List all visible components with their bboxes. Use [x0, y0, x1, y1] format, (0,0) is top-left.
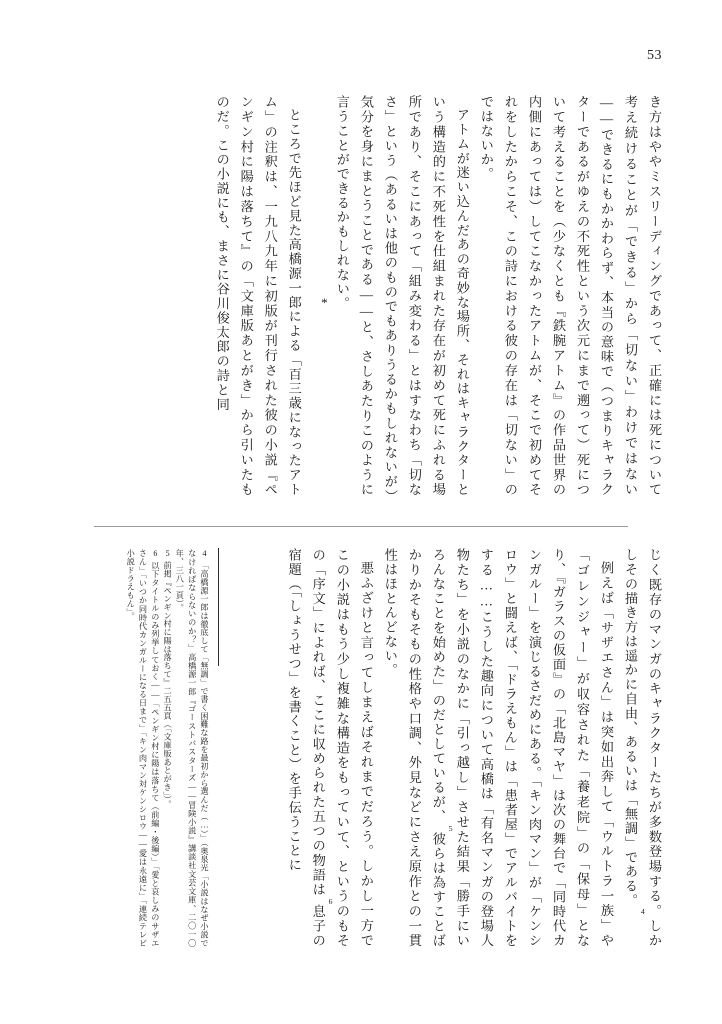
footnote-number: 5	[163, 549, 173, 559]
paragraph: き方はややミスリーディングであって、正確には死について考え続けることが「できる」から「切ない」わけではない――できるにもかかわらず、本当の意味で（つまりキャラクターであるがゆえの不死性という次元にまで遡って）死について考えることを（少なくとも『鉄腕アトム』の作品世界の内側にあっては）してこなかったアトムが、そこで初めてそれをしたからこそ、この詩における彼の存在は「切ない」のではないか。	[478, 95, 662, 497]
section-break-asterisk	[306, 95, 330, 497]
footnote-item	[173, 549, 210, 947]
asterisk-glyph: *	[321, 294, 328, 310]
footnote-item	[161, 549, 173, 947]
footnote-separator-rule	[218, 548, 219, 666]
footnotes-block	[98, 549, 210, 947]
paragraph	[378, 548, 618, 948]
footnote-text: 「高橋源一郎は徹底して「無調」で書く困難な路を最初から選んだ（…）」（奥泉光「小説はなぜ小説でなければならないのか？」高橋源一郎『ゴーストバスターズ――冒険小説』講談社文芸文庫、二〇一〇年、三八一頁）。	[175, 549, 209, 947]
paragraph-text: 例えば「サザエさん」は突如出奔して「ウルトラ一族」や「ゴレンジャー」が収容された「養老院」の「保母」となり、『ガラスの仮面』の「北島マヤ」は次の舞台で「同時代カンガルー」を演じるさだめにある。「キン肉マン」が「ケンシロウ」と闘えば、「ドラえもん」は「患者屋」でアルバイトをする……こうした趣向について高橋は「有名マンガの登場人物たち」を小説のなかに「引っ越し」させた結果「勝手にいろんなことを始めた」のだとしているが、5彼らは為すことばかりかそもそもの性格や口調、外見などにさえ原作との一貫性はほとんどない。	[382, 548, 614, 948]
section-divider-rule	[94, 526, 628, 527]
main-body-text	[92, 95, 666, 497]
footnote-text: 前掲『ペンギン村に陽は落ちて』二五五頁（「文庫版あとがき」）。	[163, 560, 173, 808]
paragraph-text: 悪ふざけと言ってしまえばそれまでだろう。しかし一方でこの小説はもう少し複雑な構造をもっていて、というのもその「序文」によれば、ここに収められた五つの物語は6息子の宿題（「しょうせつ」を書くこと）を手伝うことに	[286, 548, 374, 948]
page-number: 53	[647, 48, 662, 63]
lower-body-text	[248, 548, 666, 948]
footnote-text: 以下タイトルのみ列挙しておく――「ペンギン村に陽は落ちて（前編・後編）」「愛と哀しみのサザエさん」「いつか同時代カンガルーになる日まで」「キン肉マン対ケンシロウ――愛は永遠に」「連続テレビ小説ドラえもん」。	[126, 549, 160, 947]
footnote-number: 4	[200, 549, 209, 559]
footnote-reference-mark: 6	[328, 896, 333, 906]
paragraph	[282, 548, 378, 948]
paragraph-text: じく既存のマンガのキャラクターたちが多数登場する。しかしその描き方は遥かに自由、あるいは「無調」である。4	[622, 548, 662, 948]
footnote-reference-mark: 4	[640, 907, 645, 917]
paragraph	[618, 548, 666, 948]
paragraph: ところで先ほど見た高橋源一郎による「百三歳になったアトム」の注釈は、一九八九年に初版が刊行された彼の小説『ペンギン村に陽は落ちて』の「文庫版あとがき」から引いたものだ。この小説にも、まさに谷川俊太郎の詩と同	[214, 95, 302, 497]
footnote-number: 6	[150, 549, 160, 559]
footnote-reference-mark: 5	[448, 823, 453, 833]
paragraph: アトムが迷い込んだあの奇妙な場所、それはキャラクターという構造的に不死性を仕組まれた存在が初めて死にふれる場所であり、そこにあって「組み変わる」とはすなわち「切なさ」という（あるいは他のものでもありうるかもしれないが）気分を身にまとうことである――と、さしあたりこのように言うことができるかもしれない。	[334, 95, 470, 497]
footnote-item	[124, 549, 161, 947]
